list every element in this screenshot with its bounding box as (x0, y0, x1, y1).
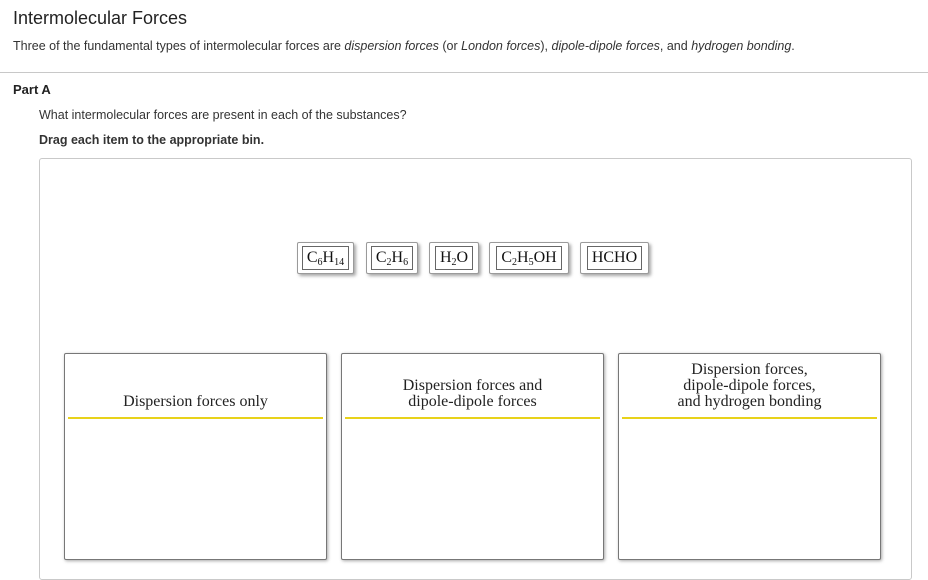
item-formula: C $_2$ H $_5$ OH (496, 246, 561, 270)
draggable-item-c6h14[interactable] (297, 242, 354, 274)
draggable-item-h2o[interactable] (429, 242, 479, 274)
intro-text (13, 39, 795, 53)
term-hydrogen-bonding: hydrogen bonding (691, 39, 792, 53)
bin-dispersion-only[interactable] (64, 353, 327, 560)
item-formula: H $_2$ O (435, 246, 473, 270)
section-divider (0, 72, 928, 73)
bin-label: Dispersion forces only (123, 392, 268, 410)
intro-mid3: , and (659, 39, 692, 53)
question-text: What intermolecular forces are present in each of the substances? (39, 108, 407, 122)
intro-pre: Three of the fundamental types of intermolecular forces are (13, 39, 345, 53)
instruction-text: Drag each item to the appropriate bin. (39, 133, 265, 147)
draggable-item-hcho[interactable] (580, 242, 649, 274)
term-london-forces: London forces (461, 39, 541, 53)
term-dipole-dipole-forces: dipole-dipole forces (551, 39, 660, 53)
page-title: Intermolecular Forces (13, 8, 188, 28)
item-formula: HCHO (587, 246, 642, 270)
bin-header (622, 354, 877, 419)
bin-label: Dispersion forces and dipole-dipole forces (402, 376, 543, 410)
bin-header (345, 354, 600, 419)
draggable-item-c2h6[interactable] (366, 242, 418, 274)
term-dispersion-forces: dispersion forces (344, 39, 439, 53)
item-formula: C $_6$ H $_{14}$ (302, 246, 349, 270)
intro-mid2: ), (540, 39, 552, 53)
bin-label: Dispersion forces, dipole-dipole forces, and hydrogen bonding (677, 360, 822, 410)
part-label: Part A (13, 82, 51, 97)
intro-post: . (791, 39, 795, 53)
item-formula: C $_2$ H $_6$ (371, 246, 413, 270)
intro-mid1: (or (438, 39, 462, 53)
bin-header (68, 354, 323, 419)
draggable-item-c2h5oh[interactable] (489, 242, 569, 274)
bin-dispersion-and-dipole[interactable] (341, 353, 604, 560)
bin-dispersion-dipole-hydrogen[interactable] (618, 353, 881, 560)
